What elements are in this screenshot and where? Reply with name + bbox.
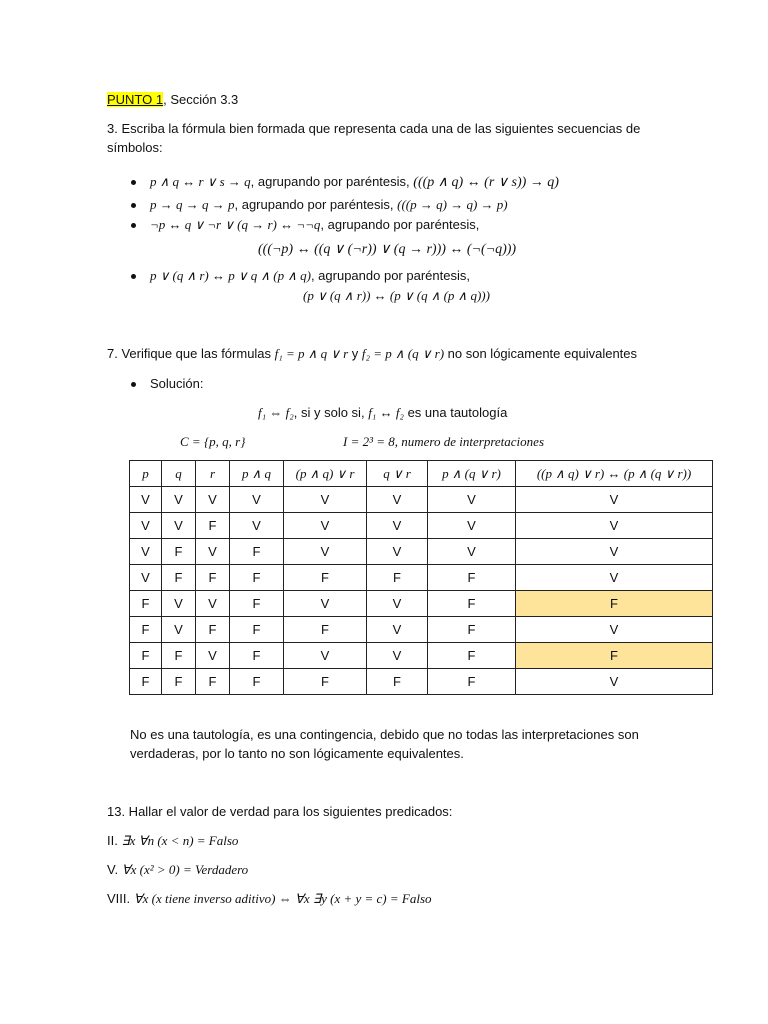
- table-cell: V: [516, 539, 713, 565]
- table-cell: V: [516, 513, 713, 539]
- table-cell: F: [196, 617, 230, 643]
- q3-item-4-text: , agrupando por paréntesis,: [310, 268, 470, 283]
- table-cell: V: [428, 487, 516, 513]
- table-cell: F: [196, 513, 230, 539]
- q3-item-1-formula: p ∧ q ↔ r ∨ s → q: [150, 174, 251, 189]
- table-cell: F: [230, 643, 284, 669]
- table-row: [130, 669, 713, 695]
- table-cell: F: [162, 669, 196, 695]
- table-cell: F: [230, 565, 284, 591]
- table-cell: F: [428, 617, 516, 643]
- table-cell: V: [130, 539, 162, 565]
- table-cell: V: [367, 591, 428, 617]
- table-cell: F: [367, 669, 428, 695]
- q3-item-1: [150, 173, 559, 192]
- q7-intro: [107, 345, 637, 363]
- punto-label: PUNTO 1: [107, 92, 164, 107]
- table-cell: F: [230, 669, 284, 695]
- q7-f2: f₂ = p ∧ (q ∨ r): [361, 346, 445, 361]
- table-cell: V: [130, 565, 162, 591]
- table-row: [130, 565, 713, 591]
- equiv-d: es una tautología: [403, 405, 508, 420]
- table-cell: V: [367, 643, 428, 669]
- table-cell: F: [428, 643, 516, 669]
- table-cell: F: [428, 565, 516, 591]
- table-cell: V: [284, 539, 367, 565]
- conclusion-line2: verdaderas, por lo tanto no son lógicamente equivalentes.: [130, 746, 464, 761]
- table-cell: F: [162, 643, 196, 669]
- q13-item-2-label: II.: [107, 833, 122, 848]
- table-cell: V: [284, 487, 367, 513]
- header-cell: r: [196, 461, 230, 487]
- table-cell: F: [367, 565, 428, 591]
- table-cell: F: [162, 565, 196, 591]
- table-cell: F: [130, 643, 162, 669]
- table-cell: F: [284, 617, 367, 643]
- q7-intro-b: y: [348, 346, 362, 361]
- table-row: [130, 617, 713, 643]
- table-cell: V: [230, 487, 284, 513]
- table-cell: V: [516, 669, 713, 695]
- table-cell: F: [196, 565, 230, 591]
- interpretations: I = 2³ = 8, numero de interpretaciones: [343, 434, 544, 449]
- table-cell: V: [428, 539, 516, 565]
- table-cell: V: [284, 513, 367, 539]
- q3-item-3-text: , agrupando por paréntesis,: [320, 217, 480, 232]
- table-row: [130, 513, 713, 539]
- equiv-c: f₁ ↔ f₂: [368, 405, 404, 420]
- equivalence-statement: [258, 404, 507, 422]
- q7-intro-c: no son lógicamente equivalentes: [444, 346, 638, 361]
- q13-item-2-expr: ∃x ∀n (x < n) = Falso: [121, 833, 239, 848]
- q3-intro-line1: 3. Escriba la fórmula bien formada que representa cada una de las siguientes secuencias de: [107, 121, 641, 136]
- bullet-icon: [131, 180, 136, 185]
- table-cell: V: [196, 539, 230, 565]
- header-cell: p ∧ (q ∨ r): [428, 461, 516, 487]
- table-row: [130, 591, 713, 617]
- table-cell: F: [516, 643, 713, 669]
- header-cell: q: [162, 461, 196, 487]
- table-cell: V: [162, 617, 196, 643]
- conclusion-line1: No es una tautología, es una contingencia, debido que no todas las interpretaciones son: [130, 727, 639, 742]
- table-cell: V: [367, 513, 428, 539]
- table-row: [130, 487, 713, 513]
- q3-item-2-formula: p → q → q → p: [150, 197, 235, 212]
- header-cell: p: [130, 461, 162, 487]
- table-cell: F: [196, 669, 230, 695]
- header-cell: q ∨ r: [367, 461, 428, 487]
- table-cell: F: [130, 591, 162, 617]
- table-cell: V: [516, 487, 713, 513]
- q3-item-4-formula: p ∨ (q ∧ r) ↔ p ∨ q ∧ (p ∧ q): [150, 268, 311, 283]
- q3-item-4: [150, 267, 470, 285]
- table-cell: F: [230, 617, 284, 643]
- table-cell: V: [284, 643, 367, 669]
- q3-item-2-result: (((p → q) → q) → p): [397, 197, 508, 212]
- set-c: C = {p, q, r}: [180, 434, 246, 449]
- q7-intro-a: 7. Verifique que las fórmulas: [107, 346, 275, 361]
- table-cell: V: [284, 591, 367, 617]
- section-heading: [107, 91, 238, 109]
- q13-item-2: [107, 832, 238, 850]
- table-cell: F: [230, 591, 284, 617]
- table-cell: V: [516, 617, 713, 643]
- table-cell: F: [516, 591, 713, 617]
- bullet-icon: [131, 223, 136, 228]
- table-cell: F: [284, 565, 367, 591]
- q13-item-5: [107, 861, 248, 879]
- table-cell: F: [230, 539, 284, 565]
- table-row: [130, 539, 713, 565]
- q13-item-5-expr: ∀x (x² > 0) = Verdadero: [121, 862, 249, 877]
- table-cell: V: [196, 591, 230, 617]
- solucion-label: Solución:: [150, 376, 204, 391]
- table-cell: V: [196, 487, 230, 513]
- table-cell: F: [130, 617, 162, 643]
- bullet-icon: [131, 382, 136, 387]
- q3-item-2: [150, 196, 508, 214]
- table-cell: V: [367, 617, 428, 643]
- q3-item-3: [150, 216, 479, 234]
- truth-table: [129, 460, 713, 695]
- table-cell: V: [367, 539, 428, 565]
- q3-intro-line2: símbolos:: [107, 140, 163, 155]
- table-cell: V: [162, 487, 196, 513]
- q3-item-1-text: , agrupando por paréntesis,: [250, 174, 410, 189]
- table-cell: V: [130, 513, 162, 539]
- equiv-b: , si y solo si,: [293, 405, 369, 420]
- seccion-label: , Sección 3.3: [163, 92, 239, 107]
- q13-item-8-expr: ∀x (x tiene inverso aditivo) ⇔ ∀x ∃y (x + y = c) = Falso: [133, 891, 432, 906]
- table-cell: V: [130, 487, 162, 513]
- table-cell: V: [162, 513, 196, 539]
- table-cell: V: [428, 513, 516, 539]
- q3-item-2-text: , agrupando por paréntesis,: [234, 197, 394, 212]
- table-cell: V: [196, 643, 230, 669]
- table-cell: V: [230, 513, 284, 539]
- bullet-icon: [131, 274, 136, 279]
- q13-item-5-label: V.: [107, 862, 122, 877]
- truth-table-header-row: [130, 461, 713, 487]
- table-cell: F: [428, 591, 516, 617]
- table-cell: F: [162, 539, 196, 565]
- q13-item-8: [107, 890, 432, 908]
- q3-item-3-formula: ¬p ↔ q ∨ ¬r ∨ (q → r) ↔ ¬¬q: [150, 217, 321, 232]
- table-cell: F: [284, 669, 367, 695]
- table-cell: V: [516, 565, 713, 591]
- q3-item-4-result: (p ∨ (q ∧ r)) ↔ (p ∨ (q ∧ (p ∧ q))): [303, 288, 490, 303]
- equiv-a: f₁ ⇔ f₂: [258, 405, 294, 420]
- q3-item-3-result: (((¬p) ↔ ((q ∨ (¬r)) ∨ (q → r))) ↔ (¬(¬q))): [258, 242, 517, 257]
- header-cell: ((p ∧ q) ∨ r) ↔ (p ∧ (q ∨ r)): [516, 461, 713, 487]
- table-row: [130, 643, 713, 669]
- table-cell: V: [162, 591, 196, 617]
- table-cell: V: [367, 487, 428, 513]
- table-cell: F: [130, 669, 162, 695]
- q7-f1: f₁ = p ∧ q ∨ r: [274, 346, 349, 361]
- q13-title: 13. Hallar el valor de verdad para los siguientes predicados:: [107, 804, 453, 819]
- table-cell: F: [428, 669, 516, 695]
- bullet-icon: [131, 203, 136, 208]
- header-cell: p ∧ q: [230, 461, 284, 487]
- q3-item-1-result: (((p ∧ q) ↔ (r ∨ s)) → q): [413, 175, 559, 190]
- q13-item-8-label: VIII.: [107, 891, 134, 906]
- header-cell: (p ∧ q) ∨ r: [284, 461, 367, 487]
